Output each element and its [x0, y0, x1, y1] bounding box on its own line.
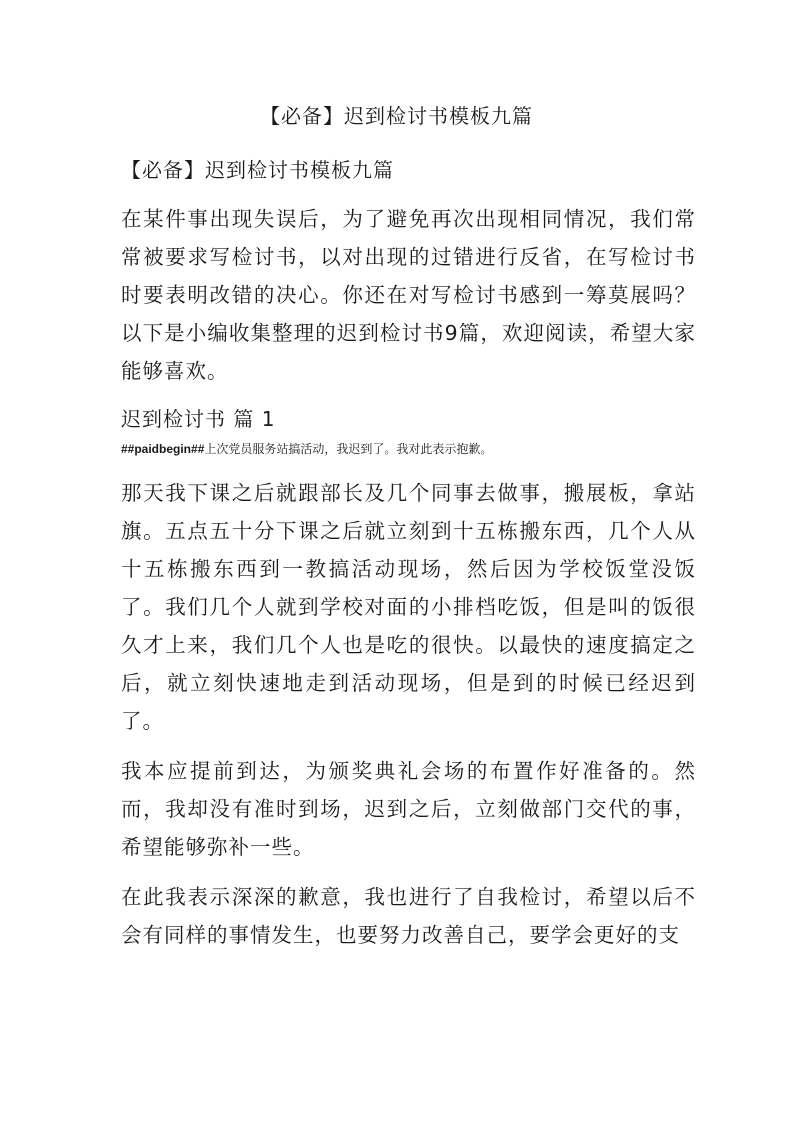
document-body: [121, 152, 696, 966]
body-paragraph-1: 那天我下课之后就跟部长及几个同事去做事，搬展板，拿站旗。五点五十分下课之后就立刻到十五栋搬东西，几个人从十五栋搬东西到一教搞活动现场，然后因为学校饭堂没饭了。我们几个人就到学校对面的小排档吃饭，但是叫的饭很久才上来，我们几个人也是吃的很快。以最快的速度搞定之后，就立刻快速地走到活动现场，但是到的时候已经迟到了。: [121, 481, 696, 733]
paid-marker: ##paidbegin##: [121, 442, 205, 456]
body-paragraph-2: 我本应提前到达，为颁奖典礼会场的布置作好准备的。然而，我却没有准时到场，迟到之后，立刻做部门交代的事，希望能够弥补一些。: [121, 759, 696, 859]
document-title: 【必备】迟到检讨书模板九篇: [260, 104, 533, 128]
body-paragraph-3: 在此我表示深深的歉意，我也进行了自我检讨，希望以后不会有同样的事情发生，也要努力改善自己，要学会更好的支: [121, 885, 696, 947]
paid-marker-line: [121, 438, 696, 460]
section-heading: 迟到检讨书 篇 1: [121, 407, 276, 431]
first-sentence: 上次党员服务站搞活动，我迟到了。我对此表示抱歉。: [204, 442, 493, 456]
intro-paragraph: 在某件事出现失误后，为了避免再次出现相同情况，我们常常被要求写检讨书，以对出现的过错进行反省，在写检讨书时要表明改错的决心。你还在对写检讨书感到一筹莫展吗？以下是小编收集整理的迟到检讨书9篇，欢迎阅读，希望大家能够喜欢。: [121, 207, 696, 383]
document-subtitle: 【必备】迟到检讨书模板九篇: [121, 158, 394, 182]
